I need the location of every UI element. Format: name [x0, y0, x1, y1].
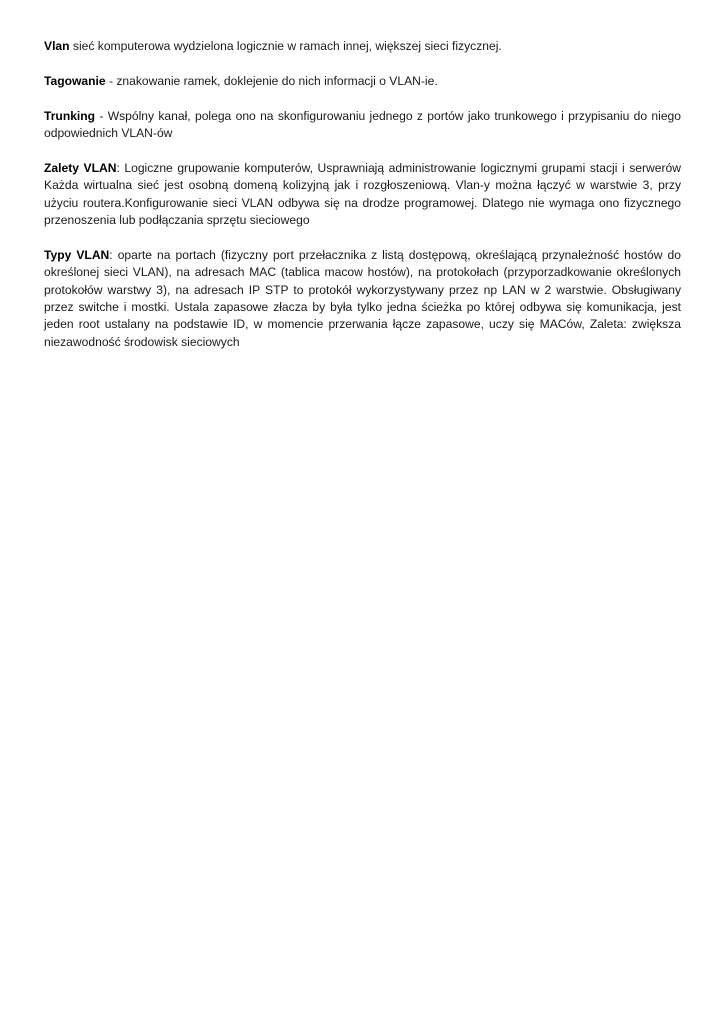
paragraph-typy-vlan — [44, 247, 681, 351]
paragraph-tagowanie — [44, 73, 681, 90]
paragraph-trunking — [44, 108, 681, 143]
paragraph-vlan — [44, 38, 681, 55]
definition-vlan: sieć komputerowa wydzielona logicznie w ramach innej, większej sieci fizycznej. — [69, 39, 502, 53]
term-vlan: Vlan — [44, 39, 70, 53]
definition-trunking: - Wspólny kanał, polega ono na skonfigurowaniu jednego z portów jako trunkowego i przypisaniu do niego odpowiednich VLAN-ów — [44, 108, 681, 140]
definition-typy-vlan: : oparte na portach (fizyczny port przełacznika z listą dostępową, określającą przynależność hostów do określonej sieci VLAN), na adresach MAC (tablica macow hostów), na protokołach (przyporzadkowanie określonych protokołów warstwy 3), na adresach IP STP to protokół wykorzystywany przez np LAN w 2 warstwie. Obsługiwany przez switche i mostki. Ustala zapasowe złacza by była tylko jedna ścieżka po której odbywa się komunikacja, jest jeden root ustalany na podstawie ID, w momencie przerwania łącze zapasowe, uczy się MACów, Zaleta: zwiększa niezawodność środowisk sieciowych — [44, 247, 681, 349]
definition-tagowanie: - znakowanie ramek, doklejenie do nich informacji o VLAN-ie. — [105, 73, 438, 88]
term-tagowanie: Tagowanie — [44, 73, 106, 88]
paragraph-zalety-vlan — [44, 160, 681, 230]
definition-zalety-vlan: : Logiczne grupowanie komputerów, Usprawniają administrowanie logicznymi grupami stacji i serwerów Każda wirtualna sieć jest osobną domeną kolizyjną jak i rozgłoszeniową. Vlan-y można łączyć w warstwie 3, przy użyciu routera.Konfigurowanie sieci VLAN odbywa się na drodze programowej. Dlatego nie wymaga ono fizycznego przenoszenia lub podłączania sprzętu sieciowego — [44, 160, 681, 228]
term-trunking: Trunking — [44, 108, 96, 123]
term-zalety-vlan: Zalety VLAN — [44, 160, 117, 175]
term-typy-vlan: Typy VLAN — [44, 247, 110, 262]
